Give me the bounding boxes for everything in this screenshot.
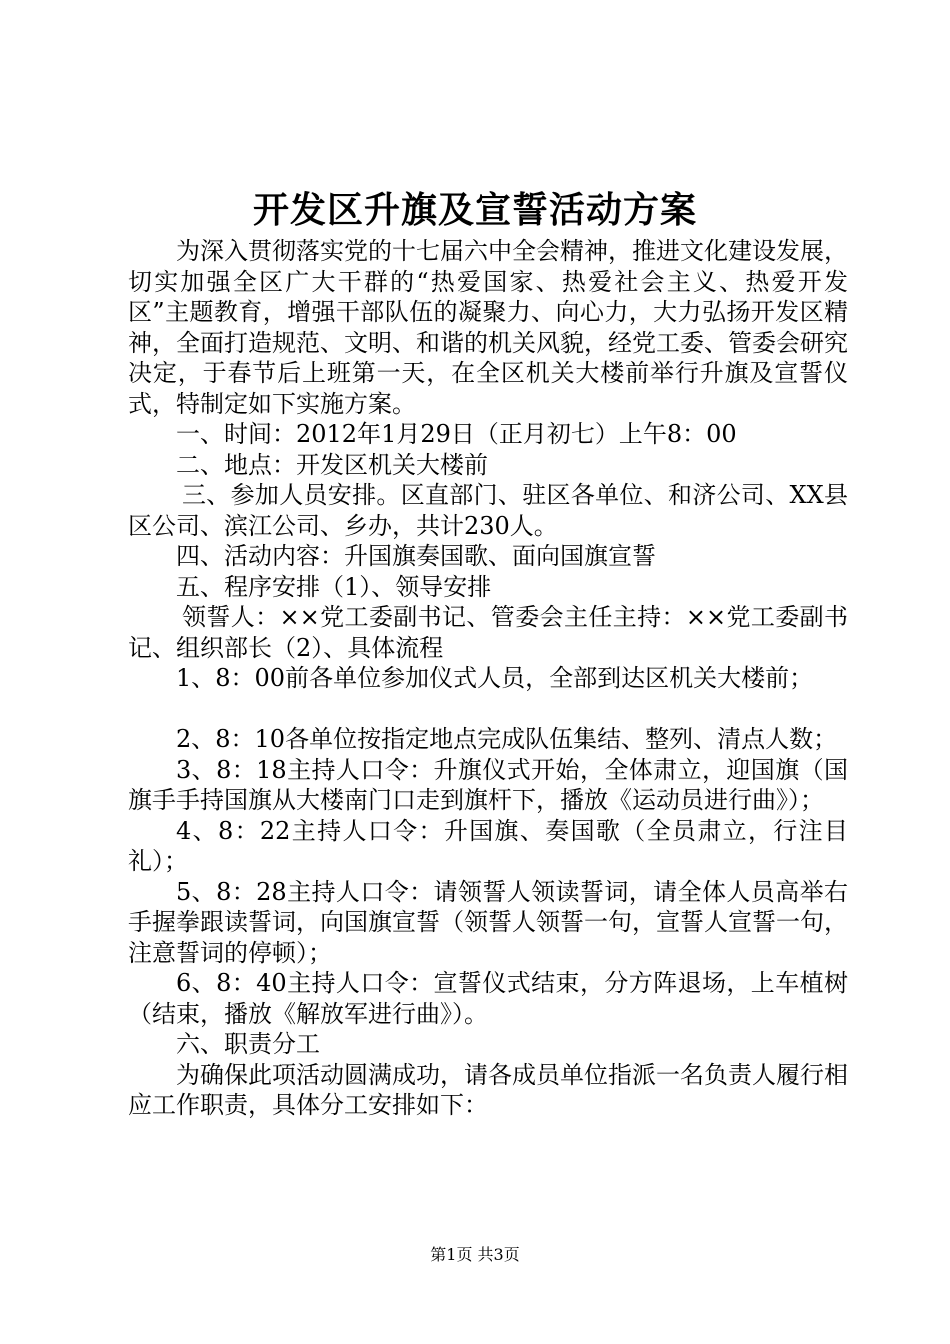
paragraph-step-6: 6、8：40主持人口令：宣誓仪式结束，分方阵退场，上车植树（结束，播放《解放军进行曲》）。 — [128, 969, 848, 1028]
paragraph-step-1: 1、8：00前各单位参加仪式人员，全部到达区机关大楼前； — [176, 664, 814, 692]
paragraph-step-2: 2、8：10各单位按指定地点完成队伍集结、整列、清点人数； — [176, 725, 838, 753]
paragraph-time: 一、时间：2012年1月29日（正月初七）上午8：00 — [176, 420, 737, 448]
paragraph-program-arrangement: 五、程序安排（1）、领导安排 — [176, 572, 492, 601]
document-title: 开发区升旗及宣誓活动方案 — [252, 189, 697, 231]
paragraph-location: 二、地点：开发区机关大楼前 — [176, 450, 488, 479]
page-footer: 第1页 共3页 — [430, 1245, 520, 1264]
paragraph-leaders: 领誓人：××党工委副书记、管委会主任主持：××党工委副书记、组织部长（2）、具体流程 — [128, 603, 848, 662]
paragraph-step-5: 5、8：28主持人口令：请领誓人领读誓词，请全体人员高举右手握拳跟读誓词，向国旗宣誓（领誓人领誓一句，宣誓人宣誓一句，注意誓词的停顿）； — [128, 877, 848, 967]
paragraph-step-3: 3、8：18主持人口令：升旗仪式开始，全体肃立，迎国旗（国旗手手持国旗从大楼南门口走到旗杆下，播放《运动员进行曲》）； — [128, 755, 848, 814]
paragraph-participants: 三、参加人员安排。区直部门、驻区各单位、和济公司、XX县区公司、滨江公司、乡办，共计230人。 — [128, 481, 848, 540]
paragraph-duties-intro: 为确保此项活动圆满成功，请各成员单位指派一名负责人履行相应工作职责，具体分工安排如下： — [128, 1060, 848, 1119]
paragraph-step-4: 4、8：22主持人口令：升国旗、奏国歌（全员肃立，行注目礼）； — [128, 816, 848, 875]
document-body — [128, 236, 848, 1121]
paragraph-duties-heading: 六、职责分工 — [176, 1030, 320, 1058]
paragraph-activity-content: 四、活动内容：升国旗奏国歌、面向国旗宣誓 — [176, 542, 656, 570]
paragraph-intro: 为深入贯彻落实党的十七届六中全会精神，推进文化建设发展，切实加强全区广大干群的“热爱国家、热爱社会主义、热爱开发区”主题教育，增强干部队伍的凝聚力、向心力，大力弘扬开发区精神，全面打造规范、文明、和谐的机关风貌，经党工委、管委会研究决定，于春节后上班第一天，在全区机关大楼前举行升旗及宣誓仪式，特制定如下实施方案。 — [128, 237, 848, 418]
